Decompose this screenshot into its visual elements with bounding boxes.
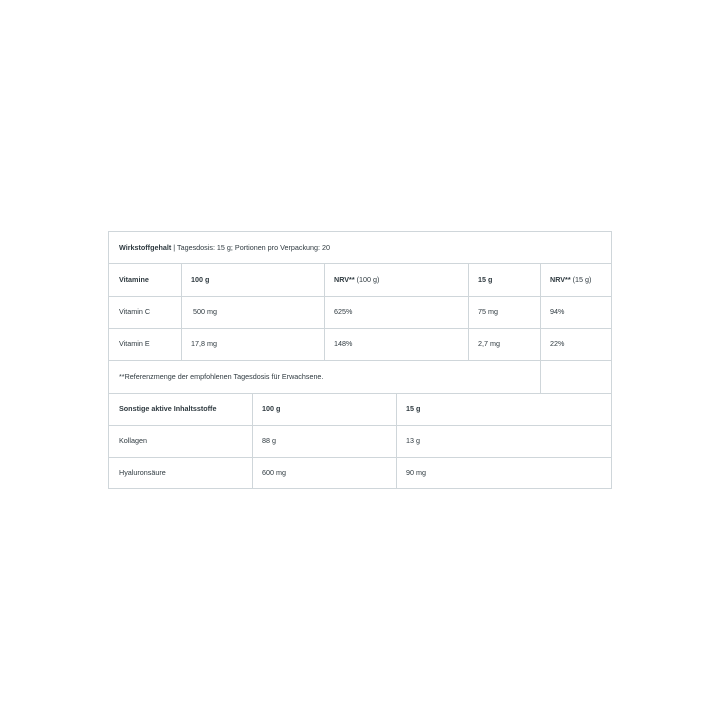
table-cell: 88 g: [262, 436, 276, 446]
col-header-nrv-100g: NRV** (100 g): [334, 274, 380, 284]
col-header-vitamine: Vitamine: [119, 274, 149, 284]
table-cell: 90 mg: [406, 467, 426, 477]
table-row-vitamin-e-name: Vitamin E: [119, 339, 150, 349]
col-header-nrv-15g: NRV** (15 g): [550, 274, 592, 284]
table-row-hyaluronsaeure-name: Hyaluronsäure: [119, 467, 166, 477]
table-cell: 600 mg: [262, 467, 286, 477]
col-header-15g: 15 g: [478, 274, 493, 284]
col-header-other-15g: 15 g: [406, 404, 421, 414]
table-cell: 2,7 mg: [478, 339, 500, 349]
table-cell: 148%: [334, 339, 353, 349]
table-title: Wirkstoffgehalt | Tagesdosis: 15 g; Portionen pro Verpackung: 20: [119, 242, 331, 252]
table-row-kollagen-name: Kollagen: [119, 436, 147, 446]
col-header-other-100g: 100 g: [262, 404, 281, 414]
col-header-100g: 100 g: [191, 274, 210, 284]
table-cell: 625%: [334, 307, 353, 317]
table-cell: 22%: [550, 339, 565, 349]
table-cell: 94%: [550, 307, 565, 317]
table-cell: 13 g: [406, 436, 420, 446]
table-cell: 17,8 mg: [191, 339, 217, 349]
footnote: **Referenzmenge der empfohlenen Tagesdosis für Erwachsene.: [119, 371, 324, 381]
table-cell: 500 mg: [193, 307, 217, 317]
col-header-sonstige: Sonstige aktive Inhaltsstoffe: [119, 404, 217, 414]
nutrient-table: [108, 231, 612, 489]
table-row-vitamin-c-name: Vitamin C: [119, 307, 151, 317]
table-cell: 75 mg: [478, 307, 498, 317]
